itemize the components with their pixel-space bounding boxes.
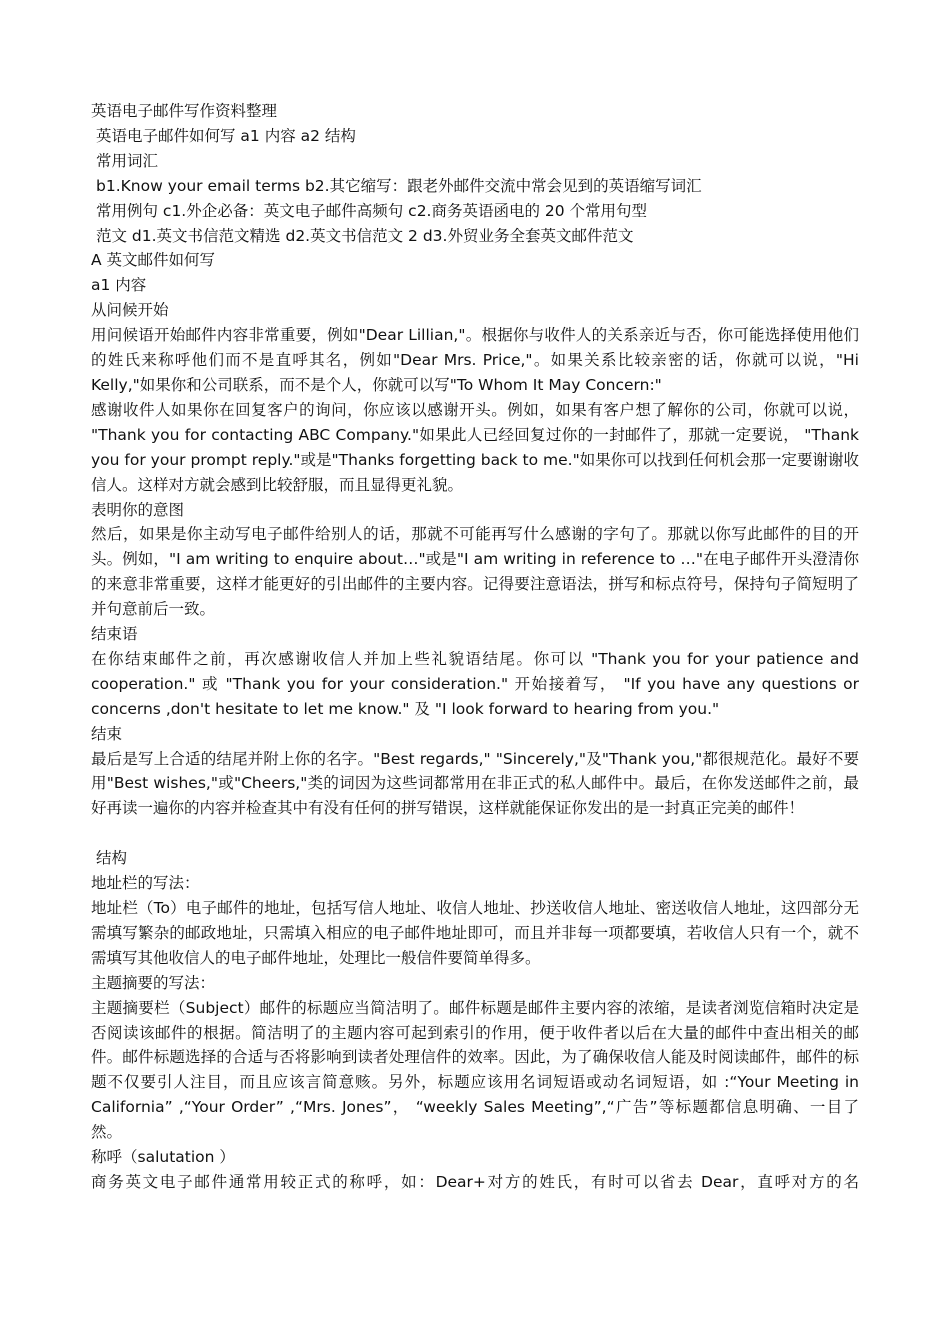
greeting-heading: 从问候开始 [91, 301, 169, 320]
doc-title: 英语电子邮件写作资料整理 [91, 102, 278, 120]
subject-paragraph: 主题摘要栏（Subject）邮件的标题应当简洁明了。邮件标题是邮件主要内容的浓缩，是读者浏览信箱时决定是否阅读该邮件的根据。简洁明了的主题内容可起到索引的作用，便于收件者以后在大量的邮件中查出相关的邮件。邮件标题选择的合适与否将影响到读者处理信件的效率。因此，为了确保收信人能及时阅读邮件，邮件的标题不仅要引人注目，而且应该言简意赅。另外，标题应该用名词短语或动名词短语，如 :“Your Meeting in California” ,“Your Order” ,“Mrs. Jones”， “weekly Sales Meeting”,“广告”等标题都信息明确、一目了然。 [91, 998, 859, 1142]
intent-paragraph: 然后，如果是你主动写电子邮件给别人的话，那就不可能再写什么感谢的字句了。那就以你写此邮件的目的开头。例如，"I am writing to enquire about…"或是"I am writing in reference to …"在电子邮件开头澄清你的来意非常重要，这样才能更好的引出邮件的主要内容。记得要注意语法，拼写和标点符号，保持句子简短明了并句意前后一致。 [91, 525, 859, 619]
toc-line-5: 范文 d1.英文书信范文精选 d2.英文书信范文 2 d3.外贸业务全套英文邮件范文 [96, 226, 634, 245]
subject-heading: 主题摘要的写法： [91, 973, 216, 992]
end-paragraph: 最后是写上合适的结尾并附上你的名字。"Best regards," "Sincerely,"及"Thank you,"都很规范化。最好不要用"Best wishes,"或"Cheers,"类的词因为这些词都常用在非正式的私人邮件中。最后，在你发送邮件之前，最好再读一遍你的内容并检查其中有没有任何的拼写错误，这样就能保证你发出的是一封真正完美的邮件！ [91, 749, 859, 818]
toc-line-3: b1.Know your email terms b2.其它缩写：跟老外邮件交流中常会见到的英语缩写词汇 [96, 176, 702, 195]
toc-line-2: 常用词汇 [96, 151, 159, 170]
salutation-paragraph: 商务英文电子邮件通常用较正式的称呼，如：Dear+对方的姓氏，有时可以省去 Dear，直呼对方的名 [91, 1172, 859, 1191]
toc-line-1: 英语电子邮件如何写 a1 内容 a2 结构 [96, 126, 356, 145]
closing-paragraph: 在你结束邮件之前，再次感谢收信人并加上些礼貌语结尾。你可以 "Thank you for your patience and cooperation." 或 "Thank you for your consideration." 开始接着写， "If you have any questions or concerns ,don't hesitate to let me know." 及 "I look forward to hearing from you." [91, 649, 859, 718]
toc-line-4: 常用例句 c1.外企必备：英文电子邮件高频句 c2.商务英语函电的 20 个常用句型 [96, 201, 648, 220]
document-page [91, 99, 859, 1220]
closing-heading: 结束语 [91, 625, 138, 644]
thanks-paragraph: 感谢收件人如果你在回复客户的询问，你应该以感谢开头。例如，如果有客户想了解你的公司，你就可以说， "Thank you for contacting ABC Company."如果此人已经回复过你的一封邮件了，那就一定要说， "Thank you for your prompt reply."或是"Thanks forgetting back to me."如果你可以找到任何机会那一定要谢谢收信人。这样对方就会感到比较舒服，而且显得更礼貌。 [91, 400, 859, 494]
intent-heading: 表明你的意图 [91, 500, 185, 519]
blank-line [91, 821, 859, 846]
section-a-heading: A 英文邮件如何写 [91, 251, 216, 270]
subsection-a1-heading: a1 内容 [91, 276, 147, 295]
address-paragraph: 地址栏（To）电子邮件的地址，包括写信人地址、收信人地址、抄送收信人地址、密送收信人地址，这四部分无需填写繁杂的邮政地址，只需填入相应的电子邮件地址即可，而且并非每一项都要填，若收信人只有一个，就不需填写其他收信人的电子邮件地址，处理比一般信件要简单得多。 [91, 898, 859, 967]
end-heading: 结束 [91, 724, 123, 743]
greeting-paragraph: 用问候语开始邮件内容非常重要，例如"Dear Lillian,"。根据你与收件人的关系亲近与否，你可能选择使用他们的姓氏来称呼他们而不是直呼其名，例如"Dear Mrs. Price,"。如果关系比较亲密的话，你就可以说，"Hi Kelly,"如果你和公司联系，而不是个人，你就可以写"To Whom It May Concern:" [91, 326, 859, 394]
structure-heading: 结构 [96, 849, 128, 868]
salutation-heading: 称呼（salutation ） [91, 1148, 235, 1167]
address-heading: 地址栏的写法： [91, 874, 200, 893]
